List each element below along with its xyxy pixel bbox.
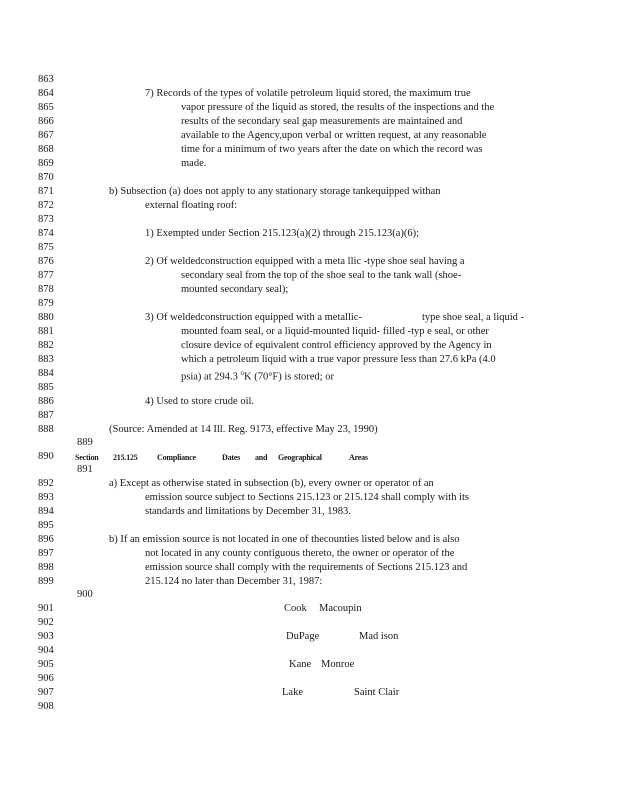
line-number: 903 [38, 631, 54, 642]
paragraph-a-line: emission source subject to Sections 215.123 or 215.124 shall comply with its [145, 492, 470, 503]
line-number: 899 [38, 576, 54, 587]
line-number: 901 [38, 603, 54, 614]
line-number: 902 [38, 617, 54, 628]
section-title-word: and [255, 453, 268, 462]
line-number: 864 [38, 88, 54, 99]
line-number: 885 [38, 382, 54, 393]
line-number: 887 [38, 410, 54, 421]
paragraph-b-line: not located in any county contiguous thereto, the owner or operator of the [145, 548, 455, 559]
county-name: Cook [284, 603, 307, 614]
line-number: 891 [77, 464, 93, 475]
line-number: 905 [38, 659, 54, 670]
section-title-word: Dates [222, 453, 241, 462]
item-3-text: K (70°F) is stored; or [244, 371, 334, 383]
line-number: 898 [38, 562, 54, 573]
line-number: 906 [38, 673, 54, 684]
line-number: 877 [38, 270, 54, 281]
line-number: 865 [38, 102, 54, 113]
line-number: 867 [38, 130, 54, 141]
item-7-line: time for a minimum of two years after the date on which the record was [181, 144, 483, 155]
item-7-line: results of the secondary seal gap measurements are maintained and [181, 116, 463, 127]
item-3-line: closure device of equivalent control efficiency approved by the Agency in [181, 340, 492, 351]
item-3-text: psia) at 294.3 [181, 371, 241, 383]
line-number: 872 [38, 200, 54, 211]
line-number: 881 [38, 326, 54, 337]
line-number: 869 [38, 158, 54, 169]
paragraph-b-line: 215.124 no later than December 31, 1987: [145, 576, 323, 587]
line-number: 884 [38, 368, 54, 379]
line-number: 882 [38, 340, 54, 351]
line-number: 870 [38, 172, 54, 183]
section-title-word: Compliance [157, 453, 196, 462]
line-number: 878 [38, 284, 54, 295]
county-name: Kane [289, 659, 312, 670]
line-number: 876 [38, 256, 54, 267]
county-name: Lake [282, 687, 303, 698]
line-number: 897 [38, 548, 54, 559]
item-2-line: secondary seal from the top of the shoe seal to the tank wall (shoe- [181, 270, 462, 281]
line-number: 868 [38, 144, 54, 155]
line-number: 888 [38, 424, 54, 435]
item-7-line: available to the Agency,upon verbal or written request, at any reasonable [181, 130, 487, 141]
item-1-line: 1) Exempted under Section 215.123(a)(2) through 215.123(a)(6); [145, 228, 420, 239]
line-number: 866 [38, 116, 54, 127]
line-number: 886 [38, 396, 54, 407]
line-number: 907 [38, 687, 54, 698]
line-number: 883 [38, 354, 54, 365]
line-number: 879 [38, 298, 54, 309]
line-number: 908 [38, 701, 54, 712]
line-number: 863 [38, 74, 54, 85]
paragraph-a-line: a) Except as otherwise stated in subsection (b), every owner or operator of an [109, 478, 434, 489]
source-note: (Source: Amended at 14 Ill. Reg. 9173, effective May 23, 1990) [109, 424, 378, 435]
line-number: 890 [38, 451, 54, 462]
paragraph-b-line: emission source shall comply with the requirements of Sections 215.123 and [145, 562, 468, 573]
subsection-b-line: external floating roof: [145, 200, 238, 211]
line-number: 894 [38, 506, 54, 517]
item-3-line: which a petroleum liquid with a true vapor pressure less than 27.6 kPa (4.0 [181, 354, 496, 365]
line-number: 895 [38, 520, 54, 531]
line-number: 880 [38, 312, 54, 323]
line-number: 896 [38, 534, 54, 545]
degree-superscript: o [240, 369, 244, 377]
item-2-line: 2) Of weldedconstruction equipped with a meta llic -type shoe seal having a [145, 256, 465, 267]
section-label: Section [75, 453, 99, 462]
subsection-b-line: b) Subsection (a) does not apply to any stationary storage tankequipped withan [109, 186, 441, 197]
item-7-line: vapor pressure of the liquid as stored, the results of the inspections and the [181, 102, 495, 113]
item-3-line: 3) Of weldedconstruction equipped with a metallic- [145, 312, 362, 323]
item-3-line: mounted foam seal, or a liquid-mounted liquid- filled -typ e seal, or other [181, 326, 489, 337]
county-name: Monroe [321, 659, 355, 670]
paragraph-b-line: b) If an emission source is not located in one of thecounties listed below and is also [109, 534, 460, 545]
line-number: 871 [38, 186, 54, 197]
section-title-word: Geographical [278, 453, 322, 462]
paragraph-a-line: standards and limitations by December 31, 1983. [145, 506, 351, 517]
line-number: 875 [38, 242, 54, 253]
county-name: DuPage [286, 631, 320, 642]
line-number: 873 [38, 214, 54, 225]
item-7-line: made. [181, 158, 207, 169]
item-7-line: 7) Records of the types of volatile petroleum liquid stored, the maximum true [145, 88, 471, 99]
line-number: 904 [38, 645, 54, 656]
item-2-line: mounted secondary seal); [181, 284, 289, 295]
line-number: 874 [38, 228, 54, 239]
line-number: 889 [77, 437, 93, 448]
county-name: Mad ison [359, 631, 399, 642]
item-4-line: 4) Used to store crude oil. [145, 396, 255, 407]
line-number: 900 [77, 589, 93, 600]
line-number: 893 [38, 492, 54, 503]
section-title-word: Areas [349, 453, 368, 462]
county-name: Saint Clair [354, 687, 400, 698]
line-number: 892 [38, 478, 54, 489]
item-3-line [181, 367, 334, 384]
county-name: Macoupin [319, 603, 362, 614]
section-number: 215.125 [113, 453, 138, 462]
item-3-line: type shoe seal, a liquid - [422, 312, 525, 323]
